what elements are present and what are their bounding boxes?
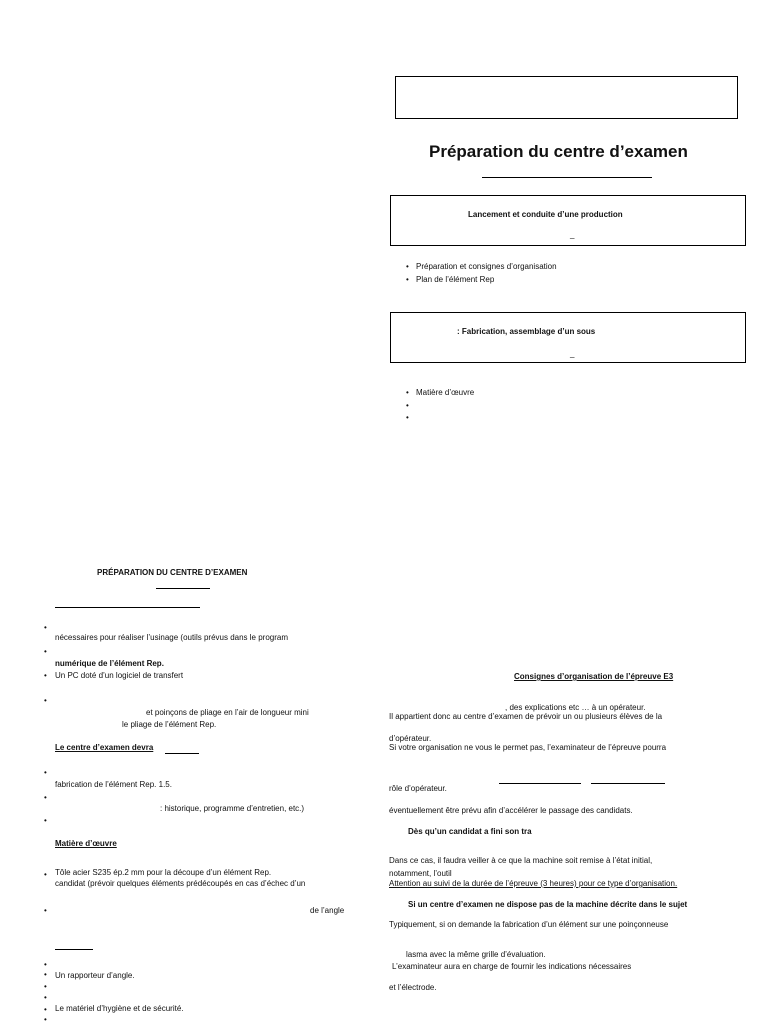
left-line: candidat (prévoir quelques éléments prédécoupés en cas d’échec d’un (55, 879, 306, 888)
bullet-dot (44, 793, 47, 803)
left-line: et poinçons de pliage en l’air de longueur mini (146, 708, 309, 717)
subheading-rule (165, 753, 199, 754)
consignes-title: Consignes d’organisation de l’épreuve E3 (514, 672, 674, 681)
consignes-line: Si votre organisation ne vous le permet pas, l’examinateur de l’épreuve pourra (389, 743, 667, 752)
consignes-warning: Attention au suivi de la durée de l’épreuve (3 heures) pour ce type d’organisation. (389, 879, 678, 888)
subheading-matiere: Matière d’œuvre (55, 839, 117, 848)
left-line: : historique, programme d’entretien, etc.) (160, 804, 305, 813)
consignes-line: notamment, l’outil (389, 869, 452, 878)
bullet-dot (44, 647, 47, 657)
consignes-line: Dans ce cas, il faudra veiller à ce que la machine soit remise à l’état initial, (389, 856, 653, 865)
bullet-dot (44, 1015, 47, 1025)
left-line: nécessaires pour réaliser l’usinage (outils prévus dans le program (55, 633, 289, 642)
list-item: • Plan de l’élément Rep (406, 275, 557, 288)
list-item: • Matière d’œuvre (406, 388, 474, 401)
bullet-dot (44, 960, 47, 970)
bullet-dot (44, 970, 47, 980)
section-box-production-title: Lancement et conduite d’une production (468, 210, 623, 219)
left-line: Le matériel d’hygiène et de sécurité. (55, 1004, 184, 1013)
bullet-dot (44, 816, 47, 826)
left-line: Un rapporteur d’angle. (55, 971, 135, 980)
consignes-line: rôle d’opérateur. (389, 784, 447, 793)
section-rule (55, 607, 200, 608)
bullet-dot (44, 982, 47, 992)
header-empty-box (395, 76, 738, 119)
left-line: de l’angle (310, 906, 345, 915)
consignes-line: L’examinateur aura en charge de fournir les indications nécessaires (392, 962, 632, 971)
consignes-line: d’opérateur. (389, 734, 432, 743)
section-box-fabrication (390, 312, 746, 363)
bullet-dot (44, 623, 47, 633)
list-item (406, 401, 474, 414)
list-item: • Préparation et consignes d’organisation (406, 262, 557, 275)
bullet-dot (44, 993, 47, 1003)
section-box-fabrication-dash: _ (570, 349, 575, 358)
left-line: Tôle acier S235 ép.2 mm pour la découpe d’un élément Rep. (55, 868, 272, 877)
consignes-line: , des explications etc … à un opérateur. (505, 703, 646, 712)
consignes-line: Typiquement, si on demande la fabrication d’un élément sur une poinçonneuse (389, 920, 669, 929)
prep-list (406, 262, 557, 287)
list-item (406, 413, 474, 426)
left-line: numérique de l’élément Rep. (55, 659, 164, 668)
heading-underline (156, 588, 210, 589)
consignes-bold-line: Si un centre d’examen ne dispose pas de la machine décrite dans le sujet (408, 900, 688, 909)
section-box-production-dash: _ (570, 230, 575, 239)
consignes-line: Il appartient donc au centre d’examen de prévoir un ou plusieurs élèves de la (389, 712, 663, 721)
left-line: le pliage de l’élément Rep. (122, 720, 217, 729)
consignes-line: lasma avec la même grille d’évaluation. (406, 950, 546, 959)
bullet-dot (44, 906, 47, 916)
bullet-dot (44, 671, 47, 681)
left-line: fabrication de l’élément Rep. 1.5. (55, 780, 172, 789)
subheading-centre-examen: Le centre d’examen devra (55, 743, 154, 752)
consignes-line: éventuellement être prévu afin d’accélérer le passage des candidats. (389, 806, 633, 815)
section-box-production (390, 195, 746, 246)
page-title: Préparation du centre d’examen (429, 142, 688, 161)
left-heading: PRÉPARATION DU CENTRE D’EXAMEN (97, 568, 248, 577)
title-underline (482, 177, 652, 178)
bullet-dot (44, 768, 47, 778)
material-list (406, 388, 474, 426)
section-box-fabrication-title: : Fabrication, assemblage d’un sous (457, 327, 596, 336)
left-line: Un PC doté d’un logiciel de transfert (55, 671, 184, 680)
blank-line (591, 783, 665, 784)
blank-line (499, 783, 581, 784)
bullet-dot (44, 696, 47, 706)
bullet-dot (44, 1005, 47, 1015)
short-rule (55, 949, 93, 950)
bullet-dot (44, 870, 47, 880)
consignes-line: et l’électrode. (389, 983, 437, 992)
consignes-bold-line: Dès qu’un candidat a fini son tra (408, 827, 532, 836)
